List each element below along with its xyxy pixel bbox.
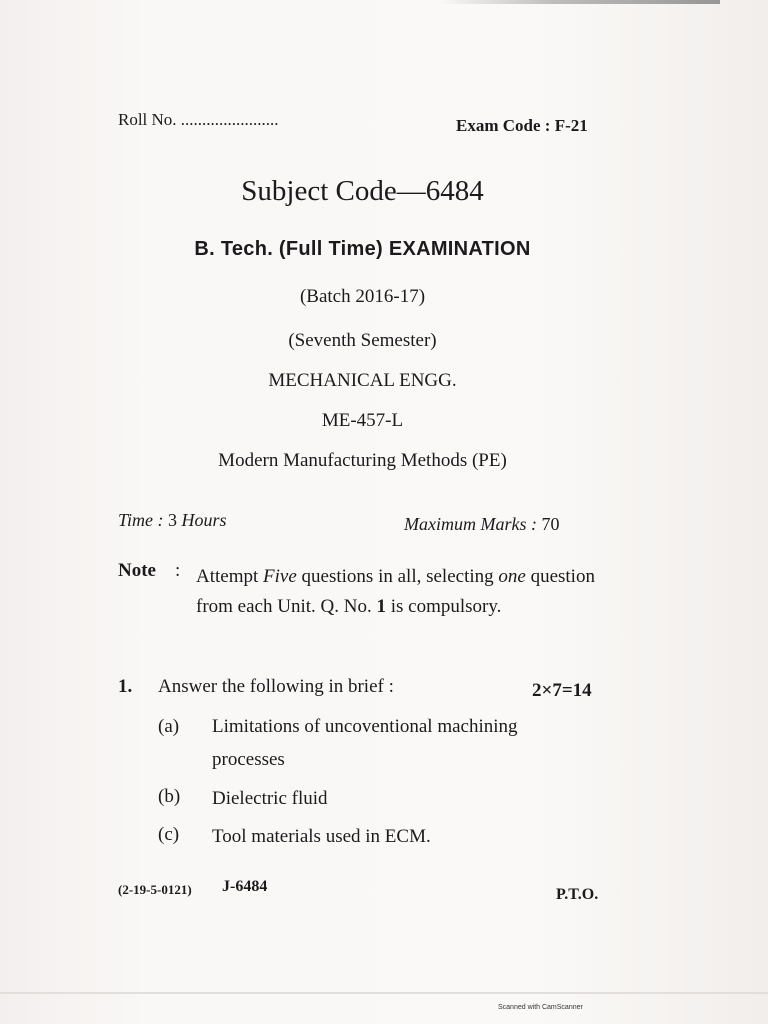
note-five: Five xyxy=(263,566,297,587)
footer-print-code: (2-19-5-0121) xyxy=(118,882,192,897)
note-colon: : xyxy=(175,560,181,581)
subpart-text-b: Dielectric fluid xyxy=(212,788,328,809)
question-marks: 2×7=14 xyxy=(532,680,592,701)
batch-line: (Batch 2016-17) xyxy=(299,286,426,307)
scanner-watermark: Scanned with CamScanner xyxy=(498,1004,583,1011)
note-text xyxy=(196,562,616,622)
note-part4: is compulsory. xyxy=(390,596,502,617)
page-edge-shadow xyxy=(440,0,720,4)
examination-heading: B. Tech. (Full Time) EXAMINATION xyxy=(194,238,531,260)
time-label: Time : xyxy=(118,510,164,530)
note-part3: question from each Unit. Q. No. xyxy=(196,566,595,617)
course-name-line: Modern Manufacturing Methods (PE) xyxy=(218,450,507,471)
marks-value: 70 xyxy=(541,514,560,534)
note-part2: questions in all, selecting xyxy=(301,566,494,587)
maximum-marks xyxy=(404,514,559,535)
semester-line: (Seventh Semester) xyxy=(288,330,437,351)
subpart-text-a-cont: processes xyxy=(212,749,285,770)
note-one: one xyxy=(498,566,526,587)
subpart-label-b: (b) xyxy=(158,786,181,807)
course-code-line: ME-457-L xyxy=(321,410,404,431)
marks-label: Maximum Marks : xyxy=(404,514,537,534)
subpart-text-c: Tool materials used in ECM. xyxy=(212,826,431,847)
please-turn-over: P.T.O. xyxy=(556,886,599,903)
note-qno: 1 xyxy=(376,596,386,617)
footer-paper-code: J-6484 xyxy=(222,878,268,895)
subpart-label-a: (a) xyxy=(158,716,180,737)
note-part1: Attempt xyxy=(196,566,259,587)
page-bottom-edge xyxy=(0,992,768,994)
time-unit: Hours xyxy=(181,510,227,530)
question-text: Answer the following in brief : xyxy=(158,676,394,697)
subpart-label-c: (c) xyxy=(158,824,180,845)
time-value: 3 xyxy=(168,510,178,530)
subject-code-heading: Subject Code—6484 xyxy=(241,175,484,207)
time-allowed xyxy=(118,510,227,531)
exam-code: Exam Code : F-21 xyxy=(456,116,588,135)
department-line: MECHANICAL ENGG. xyxy=(268,370,457,391)
question-number: 1. xyxy=(118,676,133,697)
subpart-text-a: Limitations of uncoventional machining xyxy=(212,716,518,737)
note-label: Note xyxy=(118,560,156,581)
roll-number-field: Roll No. ....................... xyxy=(118,110,279,129)
